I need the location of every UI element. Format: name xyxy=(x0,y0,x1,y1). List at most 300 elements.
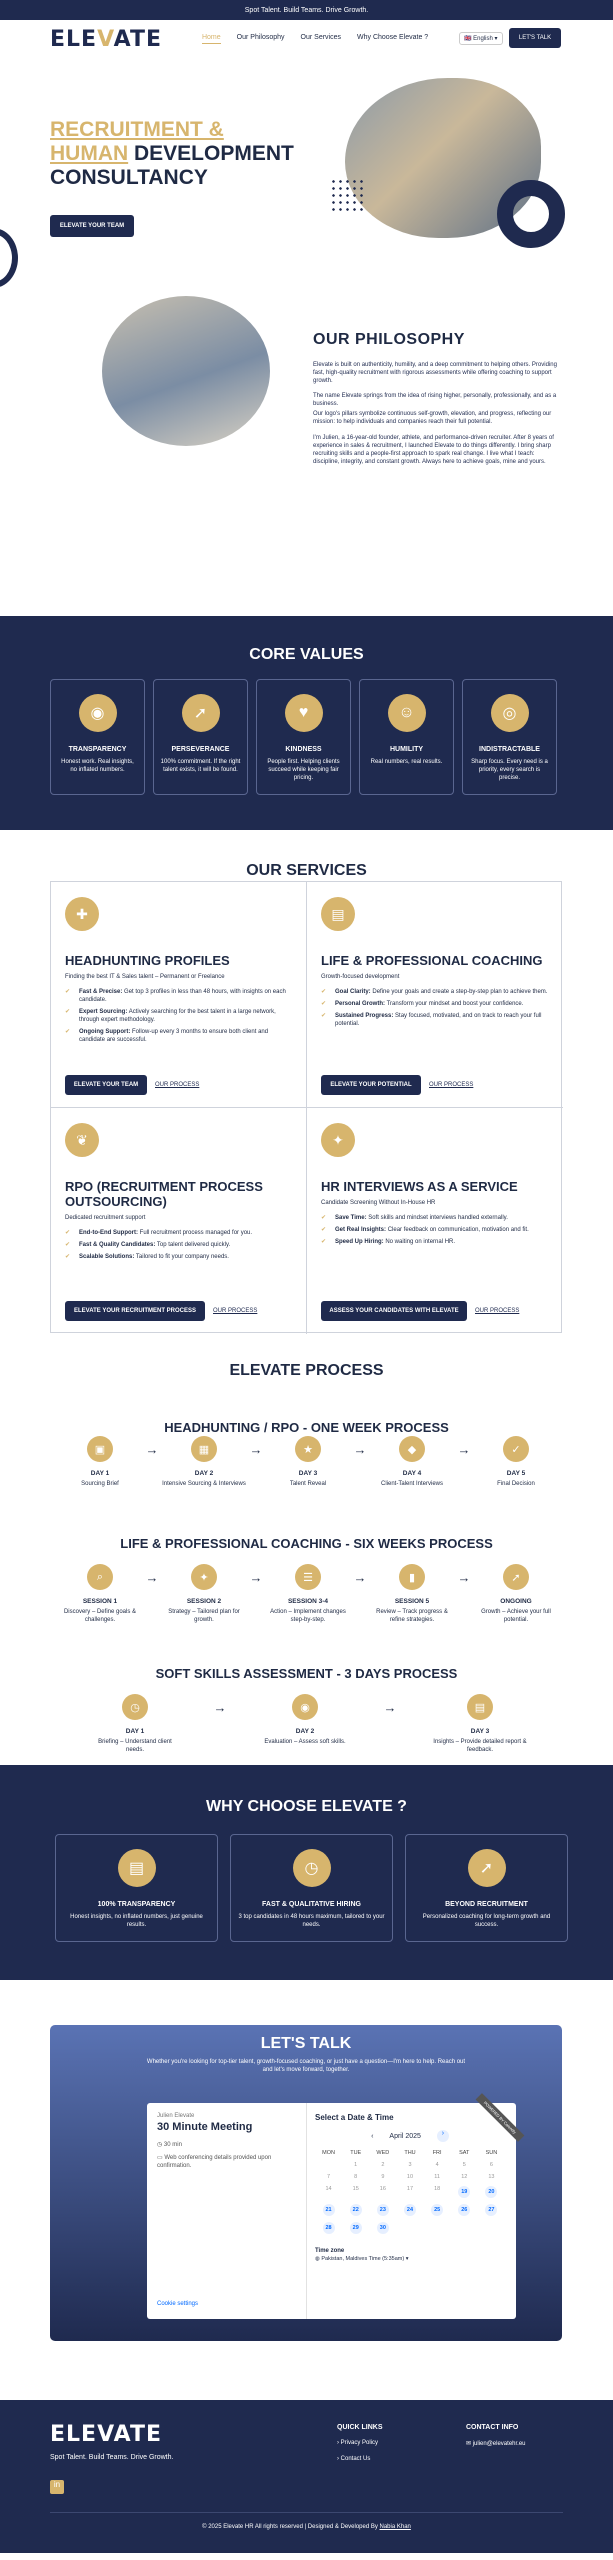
feature-label: Expert Sourcing: xyxy=(79,1009,128,1015)
philosophy-paragraph: Elevate is built on authenticity, humility, and a deep commitment to helping others. Providing fast, high-quality recruitment with rigorous assessments while offering coaching to support growth. xyxy=(313,362,557,384)
service-card xyxy=(51,1108,307,1334)
value-text: Honest work. Real insights, no inflated numbers. xyxy=(61,759,134,773)
step-text: Sourcing Brief xyxy=(81,1481,119,1487)
footer-tagline: Spot Talent. Build Teams. Drive Growth. xyxy=(50,2454,174,2461)
service-actions xyxy=(321,1301,519,1321)
calendar-day[interactable]: 21 xyxy=(323,2204,335,2216)
link-label: Privacy Policy xyxy=(340,2440,379,2446)
why-card xyxy=(55,1834,218,1942)
feature-item xyxy=(65,988,292,1004)
logo[interactable] xyxy=(50,27,162,52)
chevron-left-icon[interactable]: ‹ xyxy=(371,2132,374,2140)
service-subtitle: Finding the best IT & Sales talent – Permanent or Freelance xyxy=(65,974,225,980)
calendar-day xyxy=(451,2222,478,2234)
feature-item xyxy=(65,1008,292,1024)
step-label: DAY 3 xyxy=(298,1470,318,1477)
feature-item xyxy=(321,1000,549,1008)
calendar-day: 10 xyxy=(406,2174,414,2180)
process-step xyxy=(162,1436,246,1488)
why-card xyxy=(230,1834,393,1942)
header-nav xyxy=(0,20,613,58)
target-icon: ◎ xyxy=(491,694,529,732)
feature-label: Save Time: xyxy=(335,1215,367,1221)
calendar-day[interactable]: 29 xyxy=(350,2222,362,2234)
process-link[interactable]: OUR PROCESS xyxy=(429,1082,474,1088)
video-icon: ▭ xyxy=(157,2155,163,2161)
elevate-recruitment-button[interactable]: ELEVATE YOUR RECRUITMENT PROCESS xyxy=(65,1301,205,1321)
calendar-day: 8 xyxy=(354,2174,358,2180)
process-steps xyxy=(90,1694,530,1754)
service-title: HEADHUNTING PROFILES xyxy=(65,953,230,968)
talk-text: Whether you're looking for top-tier talent, growth-focused coaching, or just have a question—I'm here to help. Reach out and let's move forward, together. xyxy=(146,2059,466,2073)
step-text: Talent Reveal xyxy=(289,1481,327,1487)
why-card-title: BEYOND RECRUITMENT xyxy=(445,1901,528,1908)
language-label: English xyxy=(473,36,493,42)
value-text: Real numbers, real results. xyxy=(370,759,443,765)
chevron-right-icon[interactable]: › xyxy=(437,2130,449,2142)
document-icon: ▤ xyxy=(118,1849,156,1887)
person-icon: ☺ xyxy=(388,694,426,732)
feature-label: End-to-End Support: xyxy=(79,1230,138,1236)
calendar-day: 18 xyxy=(434,2186,441,2192)
value-card xyxy=(256,679,351,795)
core-values-title: CORE VALUES xyxy=(249,646,364,663)
chevron-right-icon: › xyxy=(337,2440,339,2446)
service-card xyxy=(307,1108,563,1334)
services-title: OUR SERVICES xyxy=(246,862,367,879)
founder-image xyxy=(102,296,270,446)
step-label: DAY 1 xyxy=(90,1470,110,1477)
philosophy-section xyxy=(0,286,613,616)
logo-part: ATE xyxy=(113,2422,162,2447)
step-text: Evaluation – Assess soft skills. xyxy=(264,1739,346,1745)
why-card-title: 100% TRANSPARENCY xyxy=(97,1901,176,1908)
calendar-day[interactable]: 25 xyxy=(431,2204,443,2216)
feature-item xyxy=(321,1238,549,1246)
process-step xyxy=(162,1564,246,1624)
why-card xyxy=(405,1834,568,1942)
calendar-day: 17 xyxy=(406,2186,414,2192)
calendar-day: 7 xyxy=(327,2174,331,2180)
calendar-day[interactable]: 22 xyxy=(350,2204,362,2216)
search-icon: ⌕ xyxy=(87,1564,113,1590)
step-label: DAY 2 xyxy=(295,1728,315,1735)
value-text: 100% commitment. If the right talent exists, it will be found. xyxy=(160,759,241,773)
calendar-day[interactable]: 30 xyxy=(377,2222,389,2234)
logo-part: ELE xyxy=(50,26,98,52)
heart-icon: ♥ xyxy=(285,694,323,732)
value-card xyxy=(359,679,454,795)
calendar-day[interactable]: 19 xyxy=(458,2186,470,2198)
feature-text: Soft skills and mindset interviews handled externally. xyxy=(368,1215,508,1221)
feature-item xyxy=(65,1028,292,1044)
value-card xyxy=(462,679,557,795)
link-label: Contact Us xyxy=(340,2456,371,2462)
calendar-day: 3 xyxy=(408,2162,412,2168)
arrow-right-icon: → xyxy=(145,1570,159,1585)
arrow-right-icon: → xyxy=(249,1442,263,1457)
step-text: Client-Talent Interviews xyxy=(380,1481,444,1487)
process-step xyxy=(370,1436,454,1488)
duration-text: 30 min xyxy=(163,2142,182,2148)
process-group-title: SOFT SKILLS ASSESSMENT - 3 DAYS PROCESS xyxy=(155,1666,458,1681)
decorative-ring xyxy=(497,180,565,248)
philosophy-paragraph: Our logo's pillars symbolize continuous self-growth, elevation, and progress, reflecting our mission: to help individuals and companies reach their full potential. xyxy=(313,411,552,425)
process-link[interactable]: OUR PROCESS xyxy=(475,1308,520,1314)
calendar-day[interactable]: 20 xyxy=(485,2186,497,2198)
diamond-icon: ◆ xyxy=(399,1436,425,1462)
calendar-day[interactable]: 26 xyxy=(458,2204,470,2216)
weekday-label: FRI xyxy=(432,2150,442,2156)
process-title: ELEVATE PROCESS xyxy=(229,1362,384,1379)
logo-part: ATE xyxy=(113,26,162,52)
value-title: KINDNESS xyxy=(285,746,322,753)
feature-text: Follow-up every 3 months to ensure both client and candidate are successful. xyxy=(79,1029,269,1043)
step-label: DAY 1 xyxy=(125,1728,145,1735)
feature-item xyxy=(65,1253,292,1261)
eye-icon: ◉ xyxy=(79,694,117,732)
step-text: Review – Track progress & refine strategies. xyxy=(376,1609,448,1623)
nav-philosophy[interactable]: Our Philosophy xyxy=(236,34,285,41)
process-step xyxy=(430,1694,530,1754)
process-step xyxy=(58,1564,142,1624)
calendar-day[interactable]: 27 xyxy=(485,2204,497,2216)
stopwatch-icon: ◷ xyxy=(293,1849,331,1887)
services-grid xyxy=(50,881,562,1333)
services-section xyxy=(0,830,613,1360)
step-text: Strategy – Tailored plan for growth. xyxy=(168,1609,240,1623)
weekday-label: TUE xyxy=(350,2150,362,2156)
process-step xyxy=(474,1564,558,1624)
timezone-value: Pakistan, Maldives Time (5:35am) xyxy=(321,2256,405,2262)
contact-section xyxy=(0,1980,613,2400)
why-title: WHY CHOOSE ELEVATE ? xyxy=(206,1798,407,1815)
service-subtitle: Dedicated recruitment support xyxy=(65,1215,146,1221)
month-nav xyxy=(315,2130,505,2142)
add-user-icon: ✚ xyxy=(65,897,99,931)
feature-text: Define your goals and create a step-by-step plan to achieve them. xyxy=(372,989,548,995)
service-card xyxy=(51,882,307,1108)
feature-text: Top talent delivered quickly. xyxy=(156,1242,231,1248)
assess-candidates-button[interactable]: ASSESS YOUR CANDIDATES WITH ELEVATE xyxy=(321,1301,467,1321)
calendar-day: 6 xyxy=(489,2162,493,2168)
step-text: Briefing – Understand client needs. xyxy=(98,1739,172,1753)
month-label: April 2025 xyxy=(389,2132,421,2140)
value-card xyxy=(153,679,248,795)
calendar-day xyxy=(424,2222,451,2234)
contact-link[interactable] xyxy=(337,2456,370,2462)
step-label: DAY 2 xyxy=(194,1470,214,1477)
feature-text: Transform your mindset and boost your confidence. xyxy=(386,1001,524,1007)
feature-item xyxy=(321,1214,549,1222)
list-icon: ☰ xyxy=(295,1564,321,1590)
hero-line: CONSULTANCY xyxy=(50,166,208,189)
handshake-icon: ❦ xyxy=(65,1123,99,1157)
step-text: Action – Implement changes step-by-step. xyxy=(270,1609,346,1623)
calendar-day: 16 xyxy=(379,2186,386,2192)
footer-divider xyxy=(50,2512,563,2513)
feature-item xyxy=(65,1241,292,1249)
calendly-widget xyxy=(147,2100,518,2319)
feature-label: Scalable Solutions: xyxy=(79,1254,135,1260)
feature-text: Full recruitment process managed for you. xyxy=(139,1230,253,1236)
feature-label: Get Real Insights: xyxy=(335,1227,387,1233)
calendar-day: 9 xyxy=(381,2174,385,2180)
process-step xyxy=(266,1436,350,1488)
clipboard-icon: ▣ xyxy=(87,1436,113,1462)
value-title: HUMILITY xyxy=(389,746,424,753)
calendar-day: 12 xyxy=(461,2174,468,2180)
weekday-label: SUN xyxy=(485,2150,498,2156)
announcement-bar xyxy=(0,0,613,20)
service-features xyxy=(321,1214,549,1246)
core-values-cards xyxy=(50,679,557,795)
feature-text: No waiting on internal HR. xyxy=(385,1239,456,1245)
conference-text: Web conferencing details provided upon confirmation. xyxy=(157,2155,272,2169)
decorative-arc xyxy=(0,228,18,288)
contact-info-title: CONTACT INFO xyxy=(466,2424,519,2431)
logo-part: V xyxy=(97,26,114,52)
value-text: Sharp focus. Every need is a priority, every search is precise. xyxy=(471,759,548,781)
process-link[interactable]: OUR PROCESS xyxy=(213,1308,258,1314)
feature-text: Get top 3 profiles in less than 48 hours, with insights on each candidate. xyxy=(79,989,286,1003)
footer xyxy=(0,2400,613,2553)
eye-icon: ◉ xyxy=(292,1694,318,1720)
calendar-day: 11 xyxy=(434,2174,440,2180)
arrow-right-icon: → xyxy=(213,1700,227,1715)
feature-text: Clear feedback on communication, motivation and fit. xyxy=(387,1227,529,1233)
calendar-day[interactable]: 24 xyxy=(404,2204,416,2216)
value-title: INDISTRACTABLE xyxy=(479,746,540,753)
star-icon: ★ xyxy=(295,1436,321,1462)
feature-item xyxy=(321,1226,549,1234)
copyright-text: © 2025 Elevate HR All rights reserved | Designed & Developed By xyxy=(202,2524,380,2530)
feature-label: Speed Up Hiring: xyxy=(335,1239,384,1245)
rocket-icon: ➚ xyxy=(468,1849,506,1887)
main-menu xyxy=(202,34,428,44)
quick-links-title: QUICK LINKS xyxy=(337,2424,383,2431)
feature-label: Personal Growth: xyxy=(335,1001,386,1007)
why-card-text: 3 top candidates in 48 hours maximum, tailored to your needs. xyxy=(238,1914,385,1928)
step-label: DAY 5 xyxy=(506,1470,526,1477)
mail-icon: ✉ xyxy=(466,2441,472,2447)
arrow-right-icon: → xyxy=(457,1442,471,1457)
process-group-title: HEADHUNTING / RPO - ONE WEEK PROCESS xyxy=(164,1420,449,1435)
timezone-select[interactable]: ◍ Pakistan, Maldives Time (5:35am) ▾ xyxy=(315,2256,409,2262)
email-link[interactable] xyxy=(466,2440,526,2447)
feature-item xyxy=(321,1012,549,1028)
hero-line: DEVELOPMENT xyxy=(128,142,294,165)
event-duration xyxy=(157,2141,296,2148)
why-card-text: Personalized coaching for long-term growth and success. xyxy=(422,1914,551,1928)
why-card-title: FAST & QUALITATIVE HIRING xyxy=(262,1901,361,1908)
calendar-icon: ▦ xyxy=(191,1436,217,1462)
clock-icon: ◷ xyxy=(157,2142,163,2148)
chevron-down-icon: ▾ xyxy=(494,36,498,42)
step-label: SESSION 2 xyxy=(186,1598,222,1605)
copyright xyxy=(0,2524,613,2530)
service-actions xyxy=(321,1075,473,1095)
host-name: Julien Elevate xyxy=(157,2113,195,2119)
why-cards xyxy=(55,1834,568,1942)
weekday-label: WED xyxy=(376,2150,390,2156)
feature-text: Stay focused, motivated, and on track to reach your full potential. xyxy=(335,1013,542,1027)
lightbulb-icon: ✦ xyxy=(321,1123,355,1157)
arrow-right-icon: → xyxy=(353,1442,367,1457)
step-label: SESSION 3-4 xyxy=(287,1598,329,1605)
clock-icon: ◷ xyxy=(122,1694,148,1720)
core-values-section xyxy=(0,616,613,830)
event-details xyxy=(147,2103,307,2319)
why-card-text: Honest insights, no inflated numbers, just genuine results. xyxy=(70,1914,203,1928)
service-features xyxy=(65,988,292,1044)
service-title: HR INTERVIEWS AS A SERVICE xyxy=(321,1179,518,1194)
nav-services[interactable]: Our Services xyxy=(300,34,341,41)
talk-title: LET'S TALK xyxy=(260,2035,352,2052)
logo-part: ELE xyxy=(50,2422,98,2447)
calendar-day: 1 xyxy=(354,2162,358,2168)
weekday-label: SAT xyxy=(459,2150,470,2156)
linkedin-icon[interactable]: in xyxy=(50,2480,64,2494)
calendar-day xyxy=(315,2162,342,2168)
feature-label: Fast & Quality Candidates: xyxy=(79,1242,156,1248)
process-step xyxy=(90,1694,180,1754)
arrow-right-icon: → xyxy=(249,1570,263,1585)
process-steps xyxy=(58,1436,558,1488)
cookie-settings-link[interactable]: Cookie settings xyxy=(157,2301,199,2307)
calendar-day: 4 xyxy=(435,2162,439,2168)
rocket-icon: ➚ xyxy=(503,1564,529,1590)
announcement-text: Spot Talent. Build Teams. Drive Growth. xyxy=(244,6,369,14)
chart-icon: ▮ xyxy=(399,1564,425,1590)
hero-line: HUMAN xyxy=(50,142,129,165)
calendar-day xyxy=(396,2222,423,2234)
report-icon: ▤ xyxy=(467,1694,493,1720)
service-title: LIFE & PROFESSIONAL COACHING xyxy=(321,953,543,968)
hero-title xyxy=(50,118,330,190)
process-link[interactable]: OUR PROCESS xyxy=(155,1082,200,1088)
process-steps xyxy=(58,1564,558,1624)
thumbs-up-icon: ✓ xyxy=(503,1436,529,1462)
step-text: Growth – Achieve your full potential. xyxy=(481,1609,551,1623)
service-actions xyxy=(65,1075,199,1095)
step-label: DAY 3 xyxy=(470,1728,490,1735)
process-group-title: LIFE & PROFESSIONAL COACHING - SIX WEEKS PROCESS xyxy=(120,1536,493,1551)
elevate-team-button[interactable]: ELEVATE YOUR TEAM xyxy=(50,215,134,237)
step-label: SESSION 1 xyxy=(82,1598,118,1605)
service-features xyxy=(65,1229,292,1261)
service-features xyxy=(321,988,549,1028)
process-step xyxy=(260,1694,350,1746)
step-text: Insights – Provide detailed report & feedback. xyxy=(433,1739,527,1753)
step-label: DAY 4 xyxy=(402,1470,422,1477)
step-text: Final Decision xyxy=(497,1481,535,1487)
step-text: Discovery – Define goals & challenges. xyxy=(63,1609,137,1623)
logo-part: V xyxy=(97,2422,114,2447)
elevate-team-button[interactable]: ELEVATE YOUR TEAM xyxy=(65,1075,147,1095)
feature-item xyxy=(65,1229,292,1237)
arrow-right-icon: → xyxy=(383,1700,397,1715)
flag-icon: 🇬🇧 xyxy=(464,36,472,42)
feature-label: Sustained Progress: xyxy=(335,1013,394,1019)
hero-line: RECRUITMENT & xyxy=(50,118,224,141)
philosophy-paragraph: The name Elevate springs from the idea of rising higher, personally, professionally, and as a business. xyxy=(313,393,557,407)
event-title: 30 Minute Meeting xyxy=(157,2121,253,2133)
calendar-day xyxy=(478,2222,505,2234)
service-actions xyxy=(65,1301,257,1321)
calendar-day: 2 xyxy=(381,2162,385,2168)
privacy-link[interactable] xyxy=(337,2440,378,2446)
step-label: SESSION 5 xyxy=(394,1598,430,1605)
process-section xyxy=(0,1360,613,1765)
value-title: TRANSPARENCY xyxy=(68,746,127,753)
book-icon: ▤ xyxy=(321,897,355,931)
service-subtitle: Candidate Screening Without In-House HR xyxy=(321,1200,436,1206)
weekday-label: THU xyxy=(404,2150,416,2156)
footer-logo[interactable] xyxy=(50,2422,162,2447)
hero-section xyxy=(0,58,613,286)
arrow-right-icon: → xyxy=(353,1570,367,1585)
calendar-day[interactable]: 23 xyxy=(377,2204,389,2216)
email-text: julien@elevatehr.eu xyxy=(472,2441,526,2447)
value-title: PERSEVERANCE xyxy=(171,746,230,753)
arrow-right-icon: → xyxy=(145,1442,159,1457)
globe-icon: ◍ xyxy=(315,2256,320,2262)
feature-label: Goal Clarity: xyxy=(335,989,371,995)
feature-label: Ongoing Support: xyxy=(79,1029,131,1035)
dot-pattern xyxy=(330,178,366,214)
language-select[interactable] xyxy=(459,32,503,45)
calendar-day: 13 xyxy=(488,2174,495,2180)
author-link[interactable]: Nabia Khan xyxy=(379,2524,411,2530)
feature-item xyxy=(321,988,549,996)
service-title: RPO (RECRUITMENT PROCESS OUTSOURCING) xyxy=(65,1179,263,1209)
philosophy-paragraph: I'm Julien, a 16-year-old founder, athlete, and performance-driven recruiter. After 8 years of experience in sales & recruitment, I launched Elevate to do things differently. I bring sharp recruiting skills and a people-first approach to spark real change. I live what I teach: discipline, integrity, and constant growth. Always here to achieve goals, mine and yours. xyxy=(313,435,554,465)
process-step xyxy=(474,1436,558,1488)
timezone-label: Time zone xyxy=(315,2248,345,2254)
nav-home[interactable]: Home xyxy=(202,34,221,44)
philosophy-title: OUR PHILOSOPHY xyxy=(313,331,465,348)
feature-label: Fast & Precise: xyxy=(79,989,123,995)
calendar-day: 14 xyxy=(325,2186,332,2192)
picker-title: Select a Date & Time xyxy=(315,2113,394,2122)
calendar-day: 15 xyxy=(352,2186,359,2192)
step-text: Intensive Sourcing & Interviews xyxy=(162,1481,246,1487)
rocket-icon: ➚ xyxy=(182,694,220,732)
nav-why[interactable]: Why Choose Elevate ? xyxy=(357,34,429,41)
lets-talk-button[interactable]: LET'S TALK xyxy=(509,28,561,48)
calendar-grid xyxy=(315,2150,505,2240)
why-section xyxy=(0,1765,613,1980)
calendar-day[interactable]: 28 xyxy=(323,2222,335,2234)
value-card xyxy=(50,679,145,795)
service-card xyxy=(307,882,563,1108)
elevate-potential-button[interactable]: ELEVATE YOUR POTENTIAL xyxy=(321,1075,421,1095)
feature-text: Tailored to fit your company needs. xyxy=(135,1254,229,1260)
process-step xyxy=(370,1564,454,1624)
service-subtitle: Growth-focused development xyxy=(321,974,400,980)
feature-text: Actively searching for the best talent in a large network, through expert methodology. xyxy=(79,1009,276,1023)
lightbulb-icon: ✦ xyxy=(191,1564,217,1590)
event-conference xyxy=(157,2154,296,2170)
date-picker xyxy=(315,2113,505,2262)
talk-panel xyxy=(50,2025,562,2341)
calendar-day: 5 xyxy=(462,2162,466,2168)
weekday-label: MON xyxy=(322,2150,335,2156)
process-step xyxy=(58,1436,142,1488)
value-text: People first. Helping clients succeed while keeping fair pricing. xyxy=(267,759,340,781)
calendly-ribbon: POWERED BY Calendly xyxy=(476,2093,525,2142)
